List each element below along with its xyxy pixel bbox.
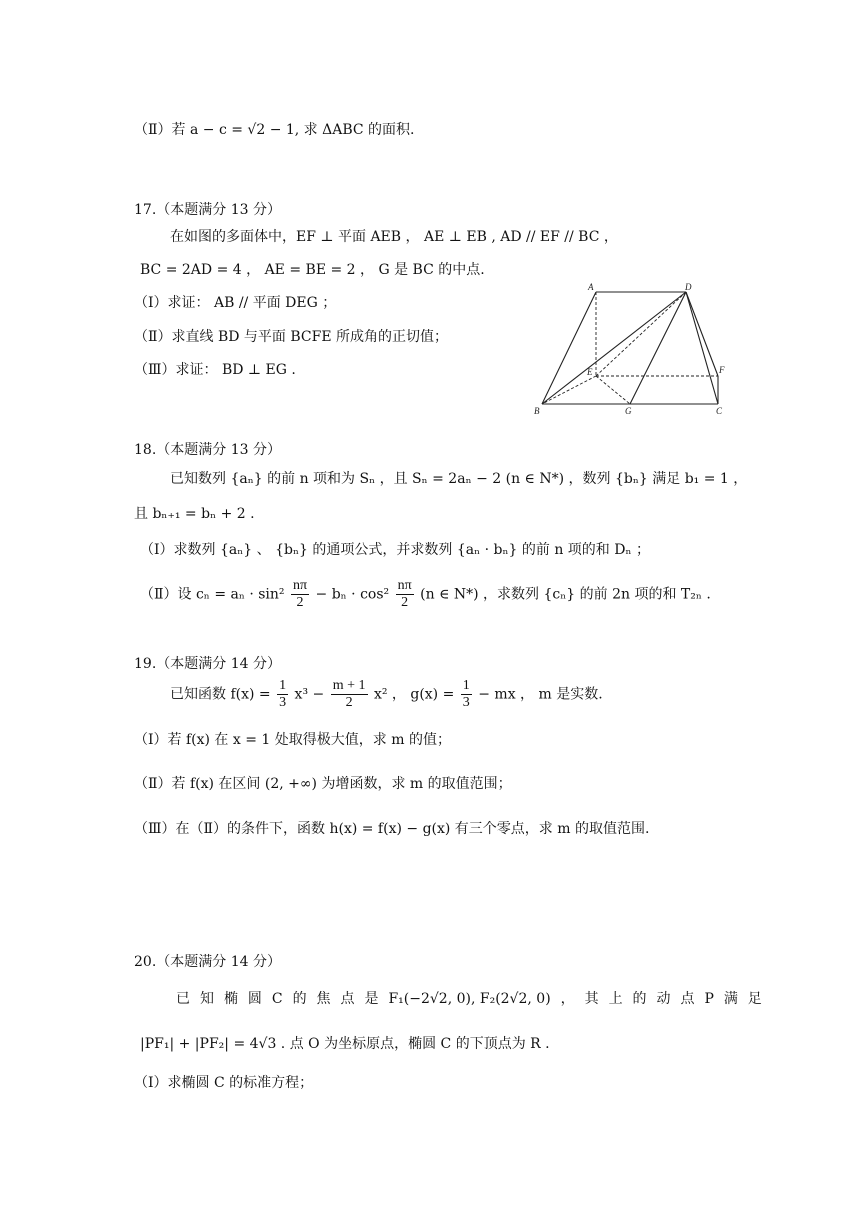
label-G: G xyxy=(625,406,632,416)
p18-header: 18.（本题满分 13 分） xyxy=(134,442,281,458)
p19-part3: （Ⅲ）在（Ⅱ）的条件下，函数 h(x) = f(x) − g(x) 有三个零点，求 m 的取值范围. xyxy=(134,821,650,837)
edge-EB xyxy=(542,376,596,404)
p20-line2: |PF₁| + |PF₂| = 4√3 . 点 O 为坐标原点，椭圆 C 的下顶点为 R . xyxy=(140,1036,550,1052)
p19-part2: （Ⅱ）若 f(x) 在区间 (2, +∞) 为增函数，求 m 的取值范围； xyxy=(134,776,512,792)
fraction-one-third: $\frac{1}{3}$ xyxy=(462,678,470,710)
edge-EG xyxy=(596,376,630,404)
label-D: D xyxy=(685,282,692,292)
edge-DB xyxy=(542,292,686,404)
p16-part2: （Ⅱ）若 a − c = √2 − 1, 求 ΔABC 的面积. xyxy=(134,122,415,138)
edge-DF xyxy=(686,292,718,376)
p18-part2: （Ⅱ）设 cₙ = aₙ · sin² $\frac{n\pi}{2}$ − bₙ · cos² $\frac{n\pi}{2}$ (n ∈ N*) ，求数列 {cₙ} 的前 2n 项的和 T₂ₙ . xyxy=(140,578,711,610)
p18-part1: （Ⅰ）求数列 {aₙ} 、 {bₙ} 的通项公式，并求数列 {aₙ · bₙ} 的前 n 项的和 Dₙ ； xyxy=(140,542,650,558)
fraction-npi-over-2: $\frac{n\pi}{2}$ xyxy=(397,578,412,610)
edge-AB xyxy=(542,292,596,404)
label-C: C xyxy=(716,406,723,416)
fraction-one-third: $\frac{1}{3}$ xyxy=(279,678,287,710)
p17-part2: （Ⅱ）求直线 BD 与平面 BCFE 所成角的正切值； xyxy=(134,329,449,345)
p18-line2: 且 bₙ₊₁ = bₙ + 2 . xyxy=(134,506,255,522)
label-B: B xyxy=(534,406,540,416)
p20-part1: （Ⅰ）求椭圆 C 的标准方程； xyxy=(134,1075,314,1091)
p19-line1: 已知函数 f(x) = $\frac{1}{3}$ x³ − $\frac{m + 1}{2}$ x² ， g(x) = $\frac{1}{3}$ − mx ， m 是实数. xyxy=(170,678,603,710)
polyhedron-figure xyxy=(528,280,738,420)
p17-header: 17.（本题满分 13 分） xyxy=(134,202,281,218)
label-E: E xyxy=(587,367,593,377)
p18-line1: 已知数列 {aₙ} 的前 n 项和为 Sₙ ，且 Sₙ = 2aₙ − 2 (n ∈ N*) ，数列 {bₙ} 满足 b₁ = 1 ， xyxy=(170,471,748,487)
p19-header: 19.（本题满分 14 分） xyxy=(134,656,281,672)
label-F: F xyxy=(719,365,725,375)
p20-line1: 已 知 椭 圆 C 的 焦 点 是 F₁(−2√2, 0), F₂(2√2, 0) ， 其 上 的 动 点 P 满 足 xyxy=(176,991,762,1007)
label-A: A xyxy=(588,282,594,292)
p20-header: 20.（本题满分 14 分） xyxy=(134,954,281,970)
fraction-m-plus-1-over-2: $\frac{m + 1}{2}$ xyxy=(332,678,366,710)
fraction-npi-over-2: $\frac{n\pi}{2}$ xyxy=(293,578,308,610)
edge-DC xyxy=(686,292,718,404)
edge-ED xyxy=(596,292,686,376)
p19-part1: （Ⅰ）若 f(x) 在 x = 1 处取得极大值，求 m 的值； xyxy=(134,732,451,748)
p17-line1: 在如图的多面体中，EF ⊥ 平面 AEB ， AE ⊥ EB , AD // EF // BC ， xyxy=(170,229,618,245)
edge-DG xyxy=(630,292,686,404)
p17-part3: （Ⅲ）求证： BD ⊥ EG . xyxy=(134,362,296,378)
p17-part1: （Ⅰ）求证： AB // 平面 DEG ； xyxy=(134,295,337,311)
p17-line2: BC = 2AD = 4 ， AE = BE = 2 ， G 是 BC 的中点. xyxy=(140,262,485,278)
